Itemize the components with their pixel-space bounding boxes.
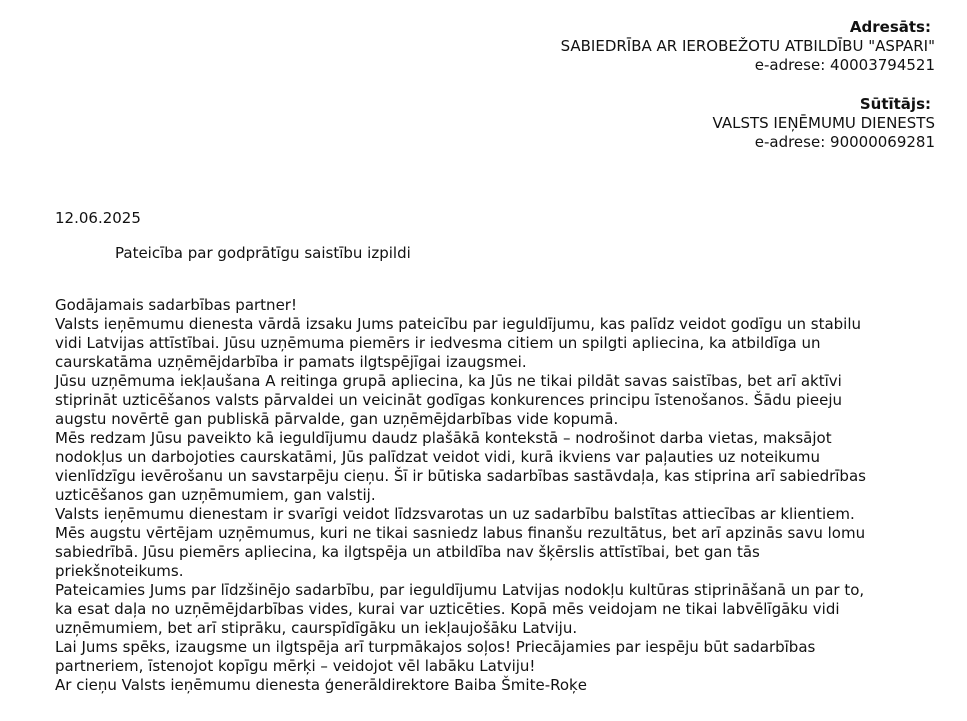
- body-line: stiprināt uzticēšanos valsts pārvaldei un veicināt godīgas konkurences principu īstenošanos. Šādu pieeju: [55, 391, 842, 409]
- body-line: Jūsu uzņēmuma iekļaušana A reitinga grupā apliecina, ka Jūs ne tikai pildāt savas saistības, bet arī aktīvi: [55, 372, 842, 390]
- body-line: Lai Jums spēks, izaugsme un ilgtspēja arī turpmākajos soļos! Priecājamies par iespēju būt sadarbības: [55, 638, 816, 656]
- body-line: uzņēmumiem, bet arī stiprāku, caurspīdīgāku un iekļaujošāku Latviju.: [55, 619, 578, 637]
- body-line: nodokļus un darbojoties caurskatāmi, Jūs palīdzat veidot vidi, kurā ikviens var paļauties uz noteikumu: [55, 448, 820, 466]
- sender-label: Sūtītājs:: [859, 95, 931, 113]
- recipient-block: [561, 18, 935, 75]
- recipient-label: Adresāts:: [849, 18, 931, 36]
- body-line: ka esat daļa no uzņēmējdarbības vides, kurai var uzticēties. Kopā mēs veidojam ne tikai labvēlīgāku vidi: [55, 600, 840, 618]
- body-line: Godājamais sadarbības partner!: [55, 296, 297, 314]
- letter-subject: Pateicība par godprātīgu saistību izpildi: [115, 244, 411, 262]
- body-line: sabiedrībā. Jūsu piemērs apliecina, ka ilgtspēja un atbildība nav šķērslis attīstībai, bet gan tās: [55, 543, 760, 561]
- body-line: Mēs redzam Jūsu paveikto kā ieguldījumu daudz plašākā kontekstā – nodrošinot darba vietas, maksājot: [55, 429, 832, 447]
- body-line: partneriem, īstenojot kopīgu mērķi – veidojot vēl labāku Latviju!: [55, 657, 536, 675]
- body-line: Mēs augstu vērtējam uzņēmumus, kuri ne tikai sasniedz labus finanšu rezultātus, bet arī apzinās savu lomu: [55, 524, 866, 542]
- body-line: Pateicamies Jums par līdzšinējo sadarbību, par ieguldījumu Latvijas nodokļu kultūras stiprināšanā un par to,: [55, 581, 865, 599]
- recipient-name: SABIEDRĪBA AR IEROBEŽOTU ATBILDĪBU "ASPARI": [560, 37, 935, 55]
- body-line: Valsts ieņēmumu dienesta vārdā izsaku Jums pateicību par ieguldījumu, kas palīdz veidot godīgu un stabilu: [55, 315, 862, 333]
- letter-body: [55, 296, 935, 695]
- sender-e-address: e-adrese: 90000069281: [754, 133, 935, 151]
- sender-name: VALSTS IEŅĒMUMU DIENESTS: [712, 114, 935, 132]
- letter-date: 12.06.2025: [55, 209, 141, 227]
- recipient-e-address: e-adrese: 40003794521: [754, 56, 935, 74]
- body-line: priekšnoteikums.: [55, 562, 184, 580]
- sender-block: [713, 95, 935, 152]
- body-line: uzticēšanos gan uzņēmumiem, gan valstij.: [55, 486, 376, 504]
- body-line: vidi Latvijas attīstībai. Jūsu uzņēmuma piemērs ir iedvesma citiem un spilgti apliecina, ka atbildīga un: [55, 334, 821, 352]
- body-line: vienlīdzīgu ievērošanu un savstarpēju cieņu. Šī ir būtiska sadarbības sastāvdaļa, kas stiprina arī sabiedrības: [55, 467, 866, 485]
- body-line: Valsts ieņēmumu dienestam ir svarīgi veidot līdzsvarotas un uz sadarbību balstītas attiecības ar klientiem.: [55, 505, 855, 523]
- signature-line: Ar cieņu Valsts ieņēmumu dienesta ģenerāldirektore Baiba Šmite-Roķe: [55, 676, 587, 694]
- body-line: augstu novērtē gan publiskā pārvalde, gan uzņēmējdarbības vide kopumā.: [55, 410, 619, 428]
- body-line: caurskatāma uzņēmējdarbība ir pamats ilgtspējīgai izaugsmei.: [55, 353, 527, 371]
